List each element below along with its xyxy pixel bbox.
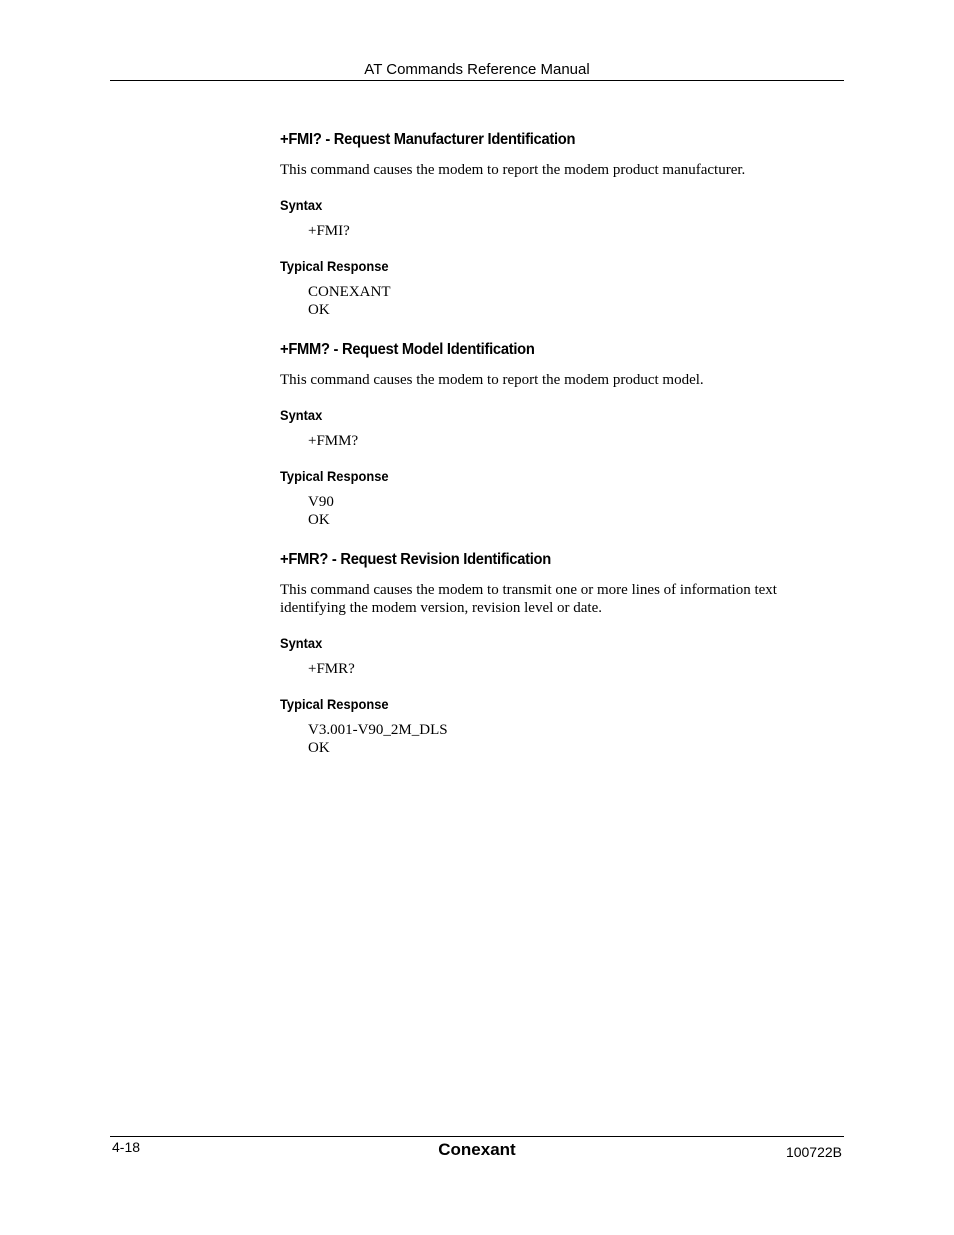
syntax-text: +FMR?	[308, 661, 355, 677]
company-name: Conexant	[438, 1140, 516, 1159]
syntax-block	[308, 660, 820, 678]
response-heading: Typical Response	[280, 468, 389, 484]
response-line: OK	[308, 302, 330, 318]
page-content	[280, 129, 820, 757]
header-title: AT Commands Reference Manual	[364, 61, 590, 78]
section-fmi	[280, 129, 820, 319]
response-line: CONEXANT	[308, 284, 391, 300]
response-heading: Typical Response	[280, 696, 389, 712]
page-header	[110, 60, 844, 81]
response-block	[308, 283, 820, 319]
syntax-block	[308, 222, 820, 240]
syntax-text: +FMI?	[308, 223, 350, 239]
section-description: This command causes the modem to report the modem product model.	[280, 372, 704, 388]
response-heading: Typical Response	[280, 258, 389, 274]
section-title: +FMM? - Request Model Identification	[280, 341, 535, 358]
syntax-text: +FMM?	[308, 433, 359, 449]
page-footer	[110, 1136, 844, 1167]
section-fmr	[280, 549, 820, 757]
syntax-heading: Syntax	[280, 635, 323, 651]
response-line: OK	[308, 512, 330, 528]
section-fmm	[280, 339, 820, 529]
response-line: V90	[308, 494, 334, 510]
syntax-block	[308, 432, 820, 450]
response-line: V3.001-V90_2M_DLS	[308, 722, 448, 738]
page-number: 4-18	[112, 1139, 141, 1155]
section-title: +FMI? - Request Manufacturer Identification	[280, 131, 576, 148]
syntax-heading: Syntax	[280, 197, 323, 213]
section-description: This command causes the modem to transmit one or more lines of information text identifying the modem version, revision level or date.	[280, 582, 777, 616]
response-block	[308, 721, 820, 757]
document-number: 100722B	[785, 1144, 842, 1160]
syntax-heading: Syntax	[280, 407, 323, 423]
section-description: This command causes the modem to report the modem product manufacturer.	[280, 162, 746, 178]
response-line: OK	[308, 740, 330, 756]
section-title: +FMR? - Request Revision Identification	[280, 551, 551, 568]
response-block	[308, 493, 820, 529]
